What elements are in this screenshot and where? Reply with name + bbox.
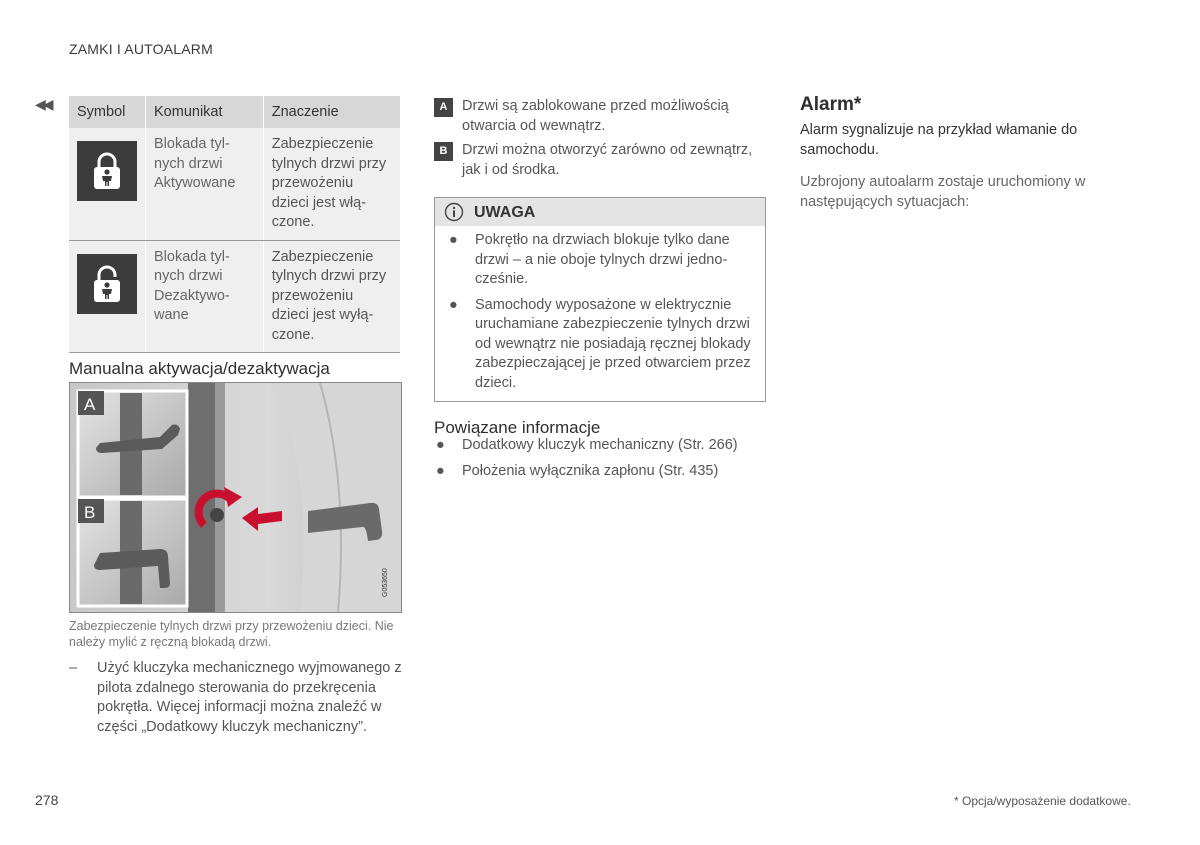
note-title: UWAGA bbox=[474, 204, 536, 221]
position-item-a bbox=[434, 96, 769, 136]
position-label-b: B bbox=[434, 142, 453, 161]
symbol-cell bbox=[69, 240, 146, 353]
figure-code: G053650 bbox=[382, 568, 389, 597]
page-header: ZAMKI I AUTOALARM bbox=[69, 41, 213, 57]
bullet-icon: ● bbox=[449, 296, 458, 313]
list-item: ● Samochody wyposażone w elektrycznie uruchamiane zabezpieczenie tylnych drzwi od wewnątrz nie posiadają ręcznej blokady zabezpieczającej je przed otwarciem przez dzieci. bbox=[449, 296, 751, 391]
figure-caption: Zabezpieczenie tylnych drzwi przy przewożeniu dzieci. Nie należy mylić z ręczną blokadą drzwi. bbox=[69, 619, 394, 649]
page-number: 278 bbox=[35, 792, 59, 808]
symbol-table bbox=[69, 96, 400, 353]
table-row bbox=[69, 128, 400, 240]
meaning-cell: Zabezpieczenie tylnych drzwi przy przewożeniu dzieci jest włączone. bbox=[263, 128, 400, 240]
list-item: ● Pokrętło na drzwiach blokuje tylko dane drzwi – a nie oboje tylnych drzwi jednocześnie. bbox=[449, 232, 730, 287]
bullet-icon: ● bbox=[449, 232, 458, 248]
related-link-ignition-modes[interactable]: ● Położenia wyłącznika zapłonu (Str. 435) bbox=[434, 462, 774, 482]
table-header-message: Komunikat bbox=[146, 96, 264, 128]
message-cell: Blokada tylnych drzwi Dezaktywowane bbox=[146, 240, 264, 353]
table-header-meaning: Znaczenie bbox=[263, 96, 400, 128]
note-list bbox=[447, 231, 752, 399]
alarm-intro: Alarm sygnalizuje na przykład włamanie do samochodu. bbox=[800, 122, 1078, 158]
related-heading: Powiązane informacje bbox=[434, 418, 601, 437]
footnote: * Opcja/wyposażenie dodatkowe. bbox=[954, 794, 1131, 808]
related-list bbox=[434, 436, 774, 487]
note-box bbox=[434, 197, 766, 402]
info-icon bbox=[444, 202, 464, 222]
message-cell: Blokada tylnych drzwi Aktywowane bbox=[146, 128, 264, 240]
child-lock-locked-icon bbox=[77, 141, 137, 201]
manual-heading: Manualna aktywacja/dezaktywacja bbox=[69, 359, 330, 378]
symbol-cell bbox=[69, 128, 146, 240]
table-row bbox=[69, 240, 400, 353]
bullet-icon: ● bbox=[436, 437, 445, 453]
alarm-armed-text: Uzbrojony autoalarm zostaje uruchomiony w następujących sytuacjach: bbox=[800, 174, 1086, 210]
back-navigation-icon[interactable]: ◀◀ bbox=[35, 96, 51, 112]
figure-label-a: A bbox=[84, 395, 96, 414]
meaning-cell: Zabezpieczenie tylnych drzwi przy przewożeniu dzieci jest wyłączone. bbox=[263, 240, 400, 353]
position-item-b bbox=[434, 140, 769, 180]
instruction-text: Użyć kluczyka mechanicznego wyjmowanego z pilota zdalnego sterowania do przekręcenia pokrętła. Więcej informacji można znaleźć w części „Dodatkowy kluczyk mechaniczny”. bbox=[97, 660, 402, 735]
position-text-a: Drzwi są zablokowane przed możliwością otwarcia od wewnątrz. bbox=[462, 98, 729, 134]
figure-label-b: B bbox=[84, 503, 96, 522]
note-header bbox=[435, 198, 765, 226]
related-link-spare-key[interactable]: ● Dodatkowy kluczyk mechaniczny (Str. 266) bbox=[434, 436, 774, 456]
position-label-a: A bbox=[434, 98, 453, 117]
child-lock-illustration bbox=[69, 382, 402, 613]
instruction-item bbox=[69, 659, 404, 737]
position-text-b: Drzwi można otworzyć zarówno od zewnątrz, jak i od środka. bbox=[462, 142, 753, 178]
dash-marker: – bbox=[69, 660, 78, 676]
alarm-title: Alarm* bbox=[800, 94, 862, 115]
child-lock-unlocked-icon bbox=[77, 254, 137, 314]
bullet-icon: ● bbox=[436, 462, 445, 479]
table-header-symbol: Symbol bbox=[69, 96, 146, 128]
